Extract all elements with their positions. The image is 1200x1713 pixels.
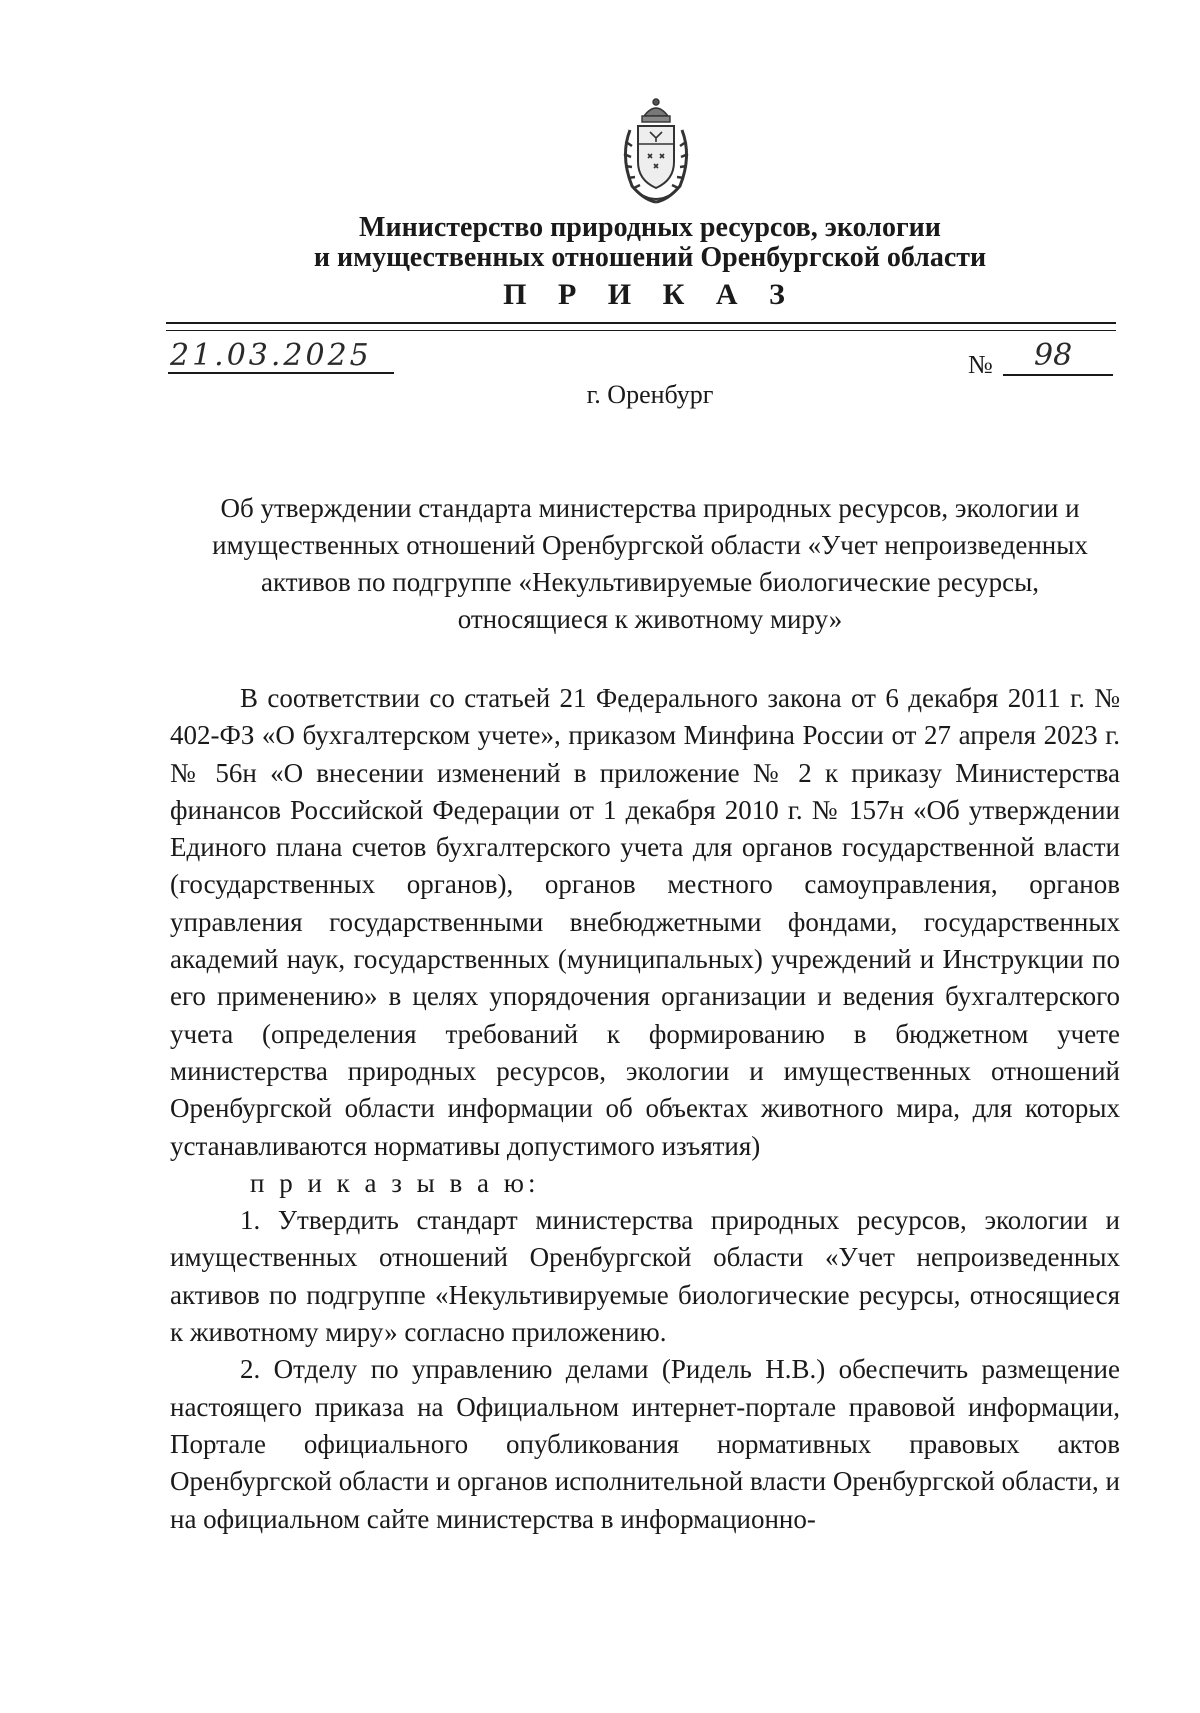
order-item-1: 1. Утвердить стандарт министерства природных ресурсов, экологии и имущественных отношений Оренбургской области «Учет непроизведенных активов по подгруппе «Некультивируемые биологические ресурсы, относящиеся к животному миру» согласно приложению. [170, 1205, 1120, 1348]
header-divider-thick [166, 322, 1116, 324]
order-word: п р и к а з ы в а ю: [250, 1167, 540, 1198]
order-date-handwritten: 21.03.2025 [170, 338, 372, 373]
document-type-heading: П Р И К А З [503, 278, 797, 311]
order-number-label: № [968, 350, 993, 379]
city-name: г. Оренбург [586, 380, 714, 409]
preamble-paragraph: В соответствии со статьей 21 Федерального закона от 6 декабря 2011 г. № 402-ФЗ «О бухгалтерском учете», приказом Минфина России от 27 апреля 2023 г. № 56н «О внесении изменений в приложение № 2 к приказу Министерства финансов Российской Федерации от 1 декабря 2010 г. № 157н «Об утверждении Единого плана счетов бухгалтерского учета для органов государственной власти (государственных органов), органов местного самоуправления, органов управления государственными внебюджетными фондами, государственных академий наук, государственных (муниципальных) учреждений и Инструкции по его применению» в целях упорядочения организации и ведения бухгалтерского учета (определения требований к формированию в бюджетном учете министерства природных ресурсов, экологии и имущественных отношений Оренбургской области информации об объектах животного мира, для которых устанавливаются нормативы допустимого изъятия) [170, 683, 1120, 1161]
title-line: активов по подгруппе «Некультивируемые биологические ресурсы, [261, 567, 1039, 597]
title-line: имущественных отношений Оренбургской области «Учет непроизведенных [212, 530, 1088, 560]
coat-of-arms-emblem [614, 96, 698, 206]
order-body [170, 680, 1120, 1538]
order-item-2: 2. Отделу по управлению делами (Ридель Н.В.) обеспечить размещение настоящего приказа на Официальном интернет-портале правовой информации, Портале официального опубликования нормативных правовых актов Оренбургской области и органов исполнительной власти Оренбургской области, и на официальном сайте министерства в информационно- [170, 1354, 1120, 1534]
title-line: Об утверждении стандарта министерства природных ресурсов, экологии и [220, 493, 1080, 523]
header-divider-thin [166, 330, 1116, 331]
order-title [180, 490, 1120, 638]
organization-name-line2: и имущественных отношений Оренбургской области [313, 242, 987, 273]
number-underline [1003, 374, 1113, 376]
title-line: относящиеся к животному миру» [457, 604, 843, 634]
date-underline [168, 372, 394, 374]
order-number-handwritten: 98 [1034, 338, 1073, 373]
organization-name-line1: Министерство природных ресурсов, экологии [359, 212, 941, 243]
